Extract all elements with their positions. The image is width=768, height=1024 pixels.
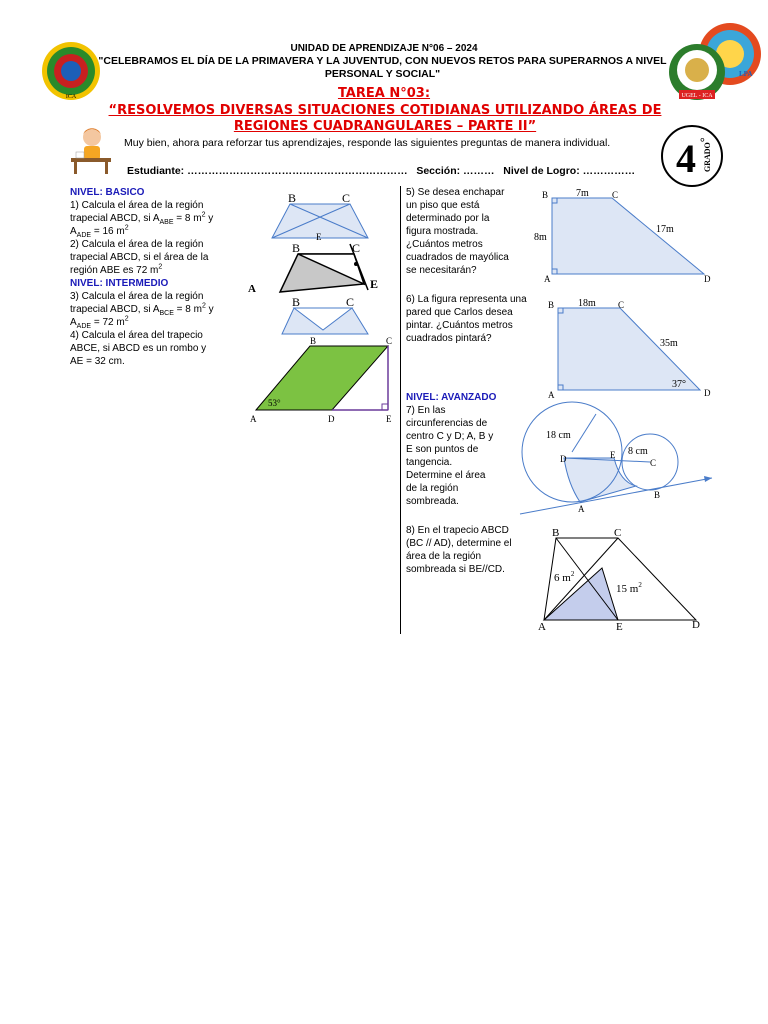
problem-1: 1) Calcula el área de la región trapecial ABCD, si $A_{ABE} = 8$ $m^2$ y $A_{ADE} = 16$ $m^2$ (70, 200, 214, 239)
task-title: “RESOLVEMOS DIVERSAS SITUACIONES COTIDIANAS UTILIZANDO ÁREAS DE REGIONES CUADRANGULARES – PARTE II” (108, 103, 662, 134)
intro-text: Muy bien, ahora para reforzar tus aprendizajes, responde las siguientes preguntas de manera individual. (124, 137, 611, 149)
logo-right-text: UGEL - ICA (681, 93, 713, 99)
f5-left: 8m (534, 232, 547, 243)
f4-label-D: D (328, 414, 335, 424)
f4-label-E: E (386, 414, 392, 424)
f1-label-E: E (316, 232, 322, 242)
figure-2-trapezoid (246, 240, 386, 296)
f6-label-B: B (548, 300, 555, 310)
figure-1-trapezoid (268, 190, 378, 240)
f5-label-A: A (544, 274, 551, 284)
f6-slant: 35m (660, 338, 678, 349)
level-advanced: NIVEL: AVANZADO (406, 392, 497, 403)
student-fill-line: Estudiante: ……………………………………………………… Sección: ……… Nivel de Logro: …………… (127, 165, 636, 177)
svg-text:4: 4 (676, 136, 696, 181)
f4-label-A: A (250, 414, 257, 424)
figure-4-rhombus (246, 332, 400, 424)
f5-label-D: D (704, 274, 711, 284)
figure-6-trapezoid (540, 296, 716, 400)
grade-badge (660, 124, 724, 188)
f3-label-C: C (346, 295, 355, 309)
f6-top: 18m (578, 298, 596, 309)
f4-label-C: C (386, 336, 393, 346)
figure-7-circles (516, 404, 716, 516)
f5-slant: 17m (656, 224, 674, 235)
f2-label-B: B (292, 241, 301, 255)
figure-5-trapezoid (534, 186, 714, 286)
f4-angle: 53° (268, 398, 281, 408)
f3-label-B: B (292, 295, 301, 309)
unit-motto: "CELEBRAMOS EL DÍA DE LA PRIMAVERA Y LA JUVENTUD, CON NUEVOS RETOS PARA SUPERARNOS A NIVEL PERSONAL Y SOCIAL" (98, 55, 667, 80)
f8-label-D: D (692, 619, 700, 631)
left-column-text (70, 186, 250, 368)
f6-label-C: C (618, 300, 625, 310)
problem-6: 6) La figura representa una pared que Carlos desea pintar. ¿Cuántos metros cuadrados pintará? (406, 294, 527, 344)
f7-r1: 18 cm (546, 430, 571, 441)
logo-left-text: ICA (65, 94, 77, 100)
f8-label-B: B (552, 527, 560, 539)
logo-far-right-text: LPA (739, 70, 753, 78)
f6-label-D: D (704, 388, 711, 398)
f8-area-1: 6 $m^2$ (554, 570, 575, 584)
figure-8-trapezoid (536, 526, 710, 634)
f6-angle: 37° (672, 379, 686, 390)
column-divider (400, 186, 401, 634)
f5-label-B: B (542, 190, 549, 200)
f5-label-C: C (612, 190, 619, 200)
f8-area-2: 15 $m^2$ (616, 581, 642, 595)
f2-label-A: A (248, 283, 256, 295)
f7-label-D: D (560, 454, 567, 464)
f7-r2: 8 cm (628, 446, 648, 457)
grade-degree: ° (700, 135, 705, 149)
level-basic: NIVEL: BASICO (70, 187, 145, 198)
problem-7: NIVEL: AVANZADO 7) En las circunferencias de centro C y D; A, B y E son puntos de tangencia. Determine el área de la región sombreada. (406, 391, 518, 508)
problem-2: 2) Calcula el área de la región trapecial ABCD, si el área de la región ABE es 72 $m^2$ (70, 239, 209, 276)
problem-3: 3) Calcula el área de la región trapecial ABCD, si $A_{BCE} = 8$ $m^2$ y $A_{ADE} = 72$ $m^2$ (70, 291, 214, 330)
f8-label-E: E (616, 621, 623, 633)
unit-title: UNIDAD DE APRENDIZAJE N°06 – 2024 (290, 43, 478, 54)
f6-label-A: A (548, 390, 555, 400)
f8-label-C: C (614, 527, 622, 539)
figure-3-trapezoid (282, 294, 378, 334)
f5-top: 7m (576, 188, 589, 199)
f8-label-A: A (538, 621, 546, 633)
problem-5: 5) Se desea enchapar un piso que está determinado por la figura mostrada. ¿Cuántos metros cuadrados de mayólica se necesitarán? (406, 187, 509, 276)
f2-label-C: C (352, 241, 361, 255)
problem-8: 8) En el trapecio ABCD (BC // AD), determine el área de la región sombreada si BE//CD. (406, 525, 512, 575)
f7-label-B: B (654, 490, 661, 500)
level-intermediate: NIVEL: INTERMEDIO (70, 278, 169, 289)
f4-label-B: B (310, 336, 317, 346)
f7-label-C: C (650, 458, 657, 468)
problem-4: 4) Calcula el área del trapecio ABCE, si ABCD es un rombo y AE = 32 cm. (70, 330, 207, 367)
f7-label-E: E (610, 450, 616, 460)
f2-label-E: E (370, 277, 379, 291)
grade-word: GRADO (703, 142, 712, 172)
tarea-number: TAREA N°03: (337, 86, 431, 101)
f1-label-B: B (288, 191, 297, 205)
student-illustration (66, 124, 116, 176)
f1-label-C: C (342, 191, 351, 205)
f7-label-A: A (578, 504, 585, 514)
